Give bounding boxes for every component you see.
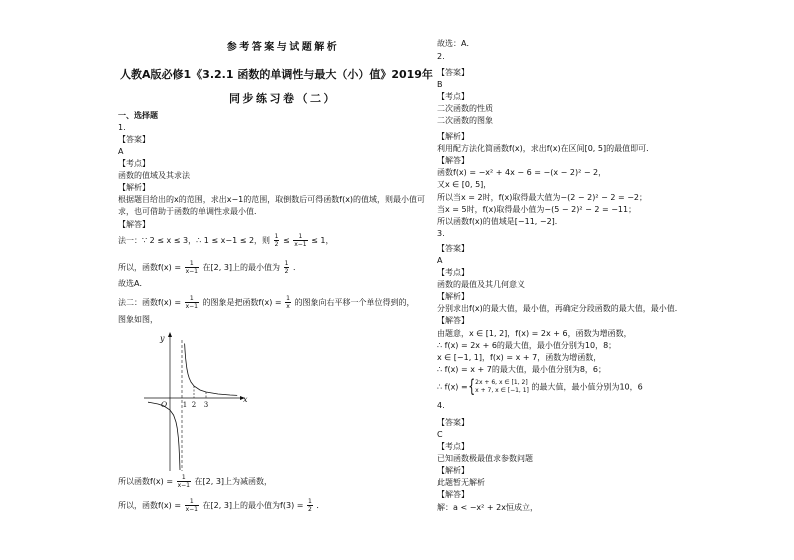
fraction (274, 233, 280, 248)
fraction (284, 260, 290, 275)
q4-point: 已知函数极最值求参数问题 (437, 454, 533, 463)
volume-title: 同步练习卷（二） (229, 92, 337, 105)
piecewise-cases (475, 379, 529, 395)
piecewise-case: 2x + 6, x ∈ [1, 2] (475, 379, 528, 386)
text-segment: ≤ (282, 236, 290, 245)
fraction (185, 260, 199, 275)
origin-label: O (161, 400, 168, 409)
q1-method1-line (118, 233, 334, 249)
fraction (185, 498, 199, 513)
q4-analysis-label: 【解析】 (437, 466, 469, 475)
q2-analysis-label: 【解析】 (437, 132, 469, 141)
q2-answer: B (437, 80, 443, 89)
denominator: x−1 (294, 241, 307, 248)
y-axis-label: y (160, 334, 165, 343)
q3-analysis-label: 【解析】 (437, 292, 469, 301)
fraction (185, 295, 199, 310)
numerator: 1 (274, 233, 279, 240)
q4-point-label: 【考点】 (437, 442, 469, 451)
q3-number: 3. (437, 229, 445, 238)
text-segment: ． (292, 263, 301, 272)
q3-point-label: 【考点】 (437, 268, 469, 277)
text-segment: 的图象是把函数f(x) = (202, 298, 282, 307)
tick-label: 1 (182, 401, 188, 409)
q2-solution-label: 【解答】 (437, 156, 469, 165)
denominator: x−1 (185, 303, 198, 310)
q2-solution-line: 所以当x = 2时，f(x)取得最大值为−(2 − 2)² − 2 = −2； (437, 193, 647, 202)
text-segment: 在[2, 3]上为减函数， (194, 477, 273, 486)
denominator: 2 (284, 268, 289, 275)
text-segment: 的图象向右平移一个单位得到的， (294, 298, 415, 307)
denominator: 2 (274, 241, 279, 248)
q3-piecewise-line (437, 377, 643, 398)
q1-analysis-line: 根据题目给出的x的范围，求出x−1的范围，取倒数后可得函数f(x)的值域，则最小值可 (118, 195, 426, 204)
fraction (293, 233, 307, 248)
piecewise-case: x + 7, x ∈ [−1, 1] (475, 387, 529, 394)
q1-point-label: 【考点】 (118, 159, 150, 168)
q1-result1-line (118, 260, 301, 276)
q3-solution-line: 由题意，x ∈ [1, 2]，f(x) = 2x + 6，函数为增函数， (437, 329, 632, 338)
q4-solution-label: 【解答】 (437, 490, 469, 499)
fraction (177, 474, 191, 489)
q4-answer: C (437, 430, 443, 439)
tick-label: 3 (203, 401, 209, 409)
text-segment: 所以，函数f(x) = (118, 501, 182, 510)
q1-analysis-line: 求，也可借助于函数的单调性求最小值． (118, 207, 262, 216)
q3-solution-line: ∴ f(x) = 2x + 6的最大值，最小值分别为10，8； (437, 341, 617, 350)
denominator: x (286, 303, 290, 310)
q1-number: 1. (118, 123, 126, 132)
q1-method2-line (118, 295, 415, 311)
curve-left-branch (148, 402, 180, 470)
q1-graph-intro: 图象如图， (118, 315, 158, 324)
numerator: 1 (286, 295, 290, 302)
document-title: 参考答案与试题解析 (226, 42, 340, 53)
q2-answer-label: 【答案】 (437, 68, 469, 77)
q2-point: 二次函数的性质 (437, 104, 493, 113)
q1-result2-line (118, 498, 324, 514)
text-segment: 的最大值，最小值分别为10，6 (531, 382, 643, 392)
q2-solution-line: 又x ∈ [0, 5]， (437, 180, 492, 189)
q4-analysis-line: 此题暂无解析 (437, 478, 485, 487)
text-segment: ∴ f(x) = (437, 382, 468, 392)
q1-point: 函数的值域及其求法 (118, 171, 190, 180)
tick-label: 2 (191, 401, 197, 409)
section-title: 一、选择题 (118, 111, 158, 120)
q3-solution-line: x ∈ [−1, 1]，f(x) = x + 7，函数为增函数， (437, 353, 602, 362)
q1-monotone-line (118, 474, 272, 490)
q1-choice: 故选A． (118, 279, 148, 288)
text-segment: ≤ 1， (311, 236, 334, 245)
q4-answer-label: 【答案】 (437, 418, 469, 427)
numerator: 1 (284, 260, 289, 267)
denominator: 2 (308, 506, 312, 513)
numerator: 1 (185, 295, 199, 303)
numerator: 1 (308, 498, 312, 505)
q3-point: 函数的最值及其几何意义 (437, 280, 525, 289)
q3-solution-line: ∴ f(x) = x + 7的最大值，最小值分别为8，6； (437, 365, 607, 374)
y-axis-arrow-icon (168, 332, 172, 337)
q2-solution-line: 所以函数f(x)的值域是[−11, −2]． (437, 217, 563, 226)
q4-number: 4. (437, 401, 445, 410)
q2-number: 2. (437, 52, 445, 61)
q2-solution-line: 函数f(x) = −x² + 4x − 6 = −(x − 2)² − 2， (437, 168, 607, 177)
q2-analysis-line: 利用配方法化简函数f(x)，求出f(x)在区间[0, 5]的最值即可． (437, 144, 655, 153)
text-segment: 法二：函数f(x) = (118, 298, 182, 307)
q1-answer: A (118, 147, 124, 156)
numerator: 1 (185, 260, 199, 268)
q1-analysis-label: 【解析】 (118, 183, 150, 192)
denominator: x−1 (185, 506, 198, 513)
q2-solution-line: 当x = 5时，f(x)取得最小值为−(5 − 2)² − 2 = −11； (437, 205, 637, 214)
q3-solution-label: 【解答】 (437, 316, 469, 325)
text-segment: 在[2, 3]上的最小值为 (202, 263, 281, 272)
text-segment: 在[2, 3]上的最小值为f(3) = (202, 501, 304, 510)
denominator: x−1 (177, 482, 190, 489)
text-segment: 法一：∵ 2 ≤ x ≤ 3，∴ 1 ≤ x−1 ≤ 2，则 (118, 236, 271, 245)
text-segment: 所以，函数f(x) = (118, 263, 182, 272)
q4-solution-line: 解：a < −x² + 2x恒成立， (437, 503, 538, 512)
fraction (307, 498, 313, 513)
q3-answer: A (437, 256, 443, 265)
denominator: x−1 (185, 268, 198, 275)
x-axis-label: x (243, 395, 248, 404)
hyperbola-figure (140, 330, 250, 472)
numerator: 1 (293, 233, 307, 241)
q1-final-choice: 故选：A． (437, 39, 475, 48)
fraction (285, 295, 291, 310)
text-segment: 所以函数f(x) = (118, 477, 174, 486)
q2-point: 二次函数的图象 (437, 116, 493, 125)
course-title: 人教A版必修1《3.2.1 函数的单调性与最大（小）值》2019年 (120, 68, 433, 81)
curve-right-branch (185, 344, 238, 396)
numerator: 1 (177, 474, 191, 482)
q2-point-label: 【考点】 (437, 92, 469, 101)
text-segment: ． (316, 501, 325, 510)
q1-answer-label: 【答案】 (118, 135, 150, 144)
left-brace-icon: { (467, 376, 475, 397)
q1-solution-label: 【解答】 (118, 220, 150, 229)
q3-answer-label: 【答案】 (437, 244, 469, 253)
numerator: 1 (185, 498, 199, 506)
q3-analysis-line: 分别求出f(x)的最大值，最小值，再确定分段函数的最大值，最小值． (437, 304, 683, 313)
